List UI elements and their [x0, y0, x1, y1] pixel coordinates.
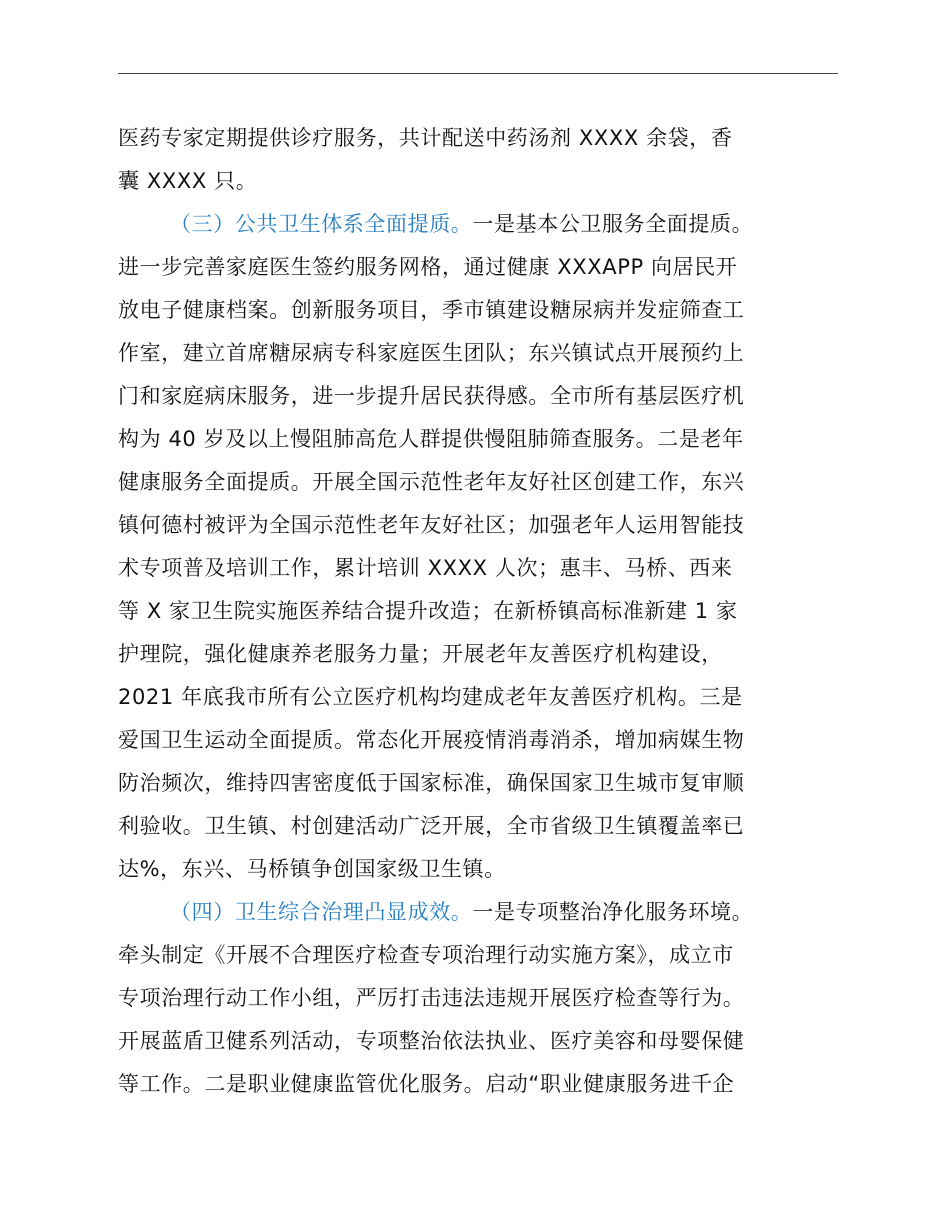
section-heading-3: （三）公共卫生体系全面提质。 [170, 212, 473, 236]
section-heading-4: （四）卫生综合治理凸显成效。 [170, 900, 473, 924]
paragraph-line: 等 X 家卫生院实施医养结合提升改造；在新桥镇高标准新建 1 家 [118, 599, 738, 623]
section-lead-text: 一是专项整治净化服务环境。 [472, 900, 754, 924]
paragraph-line: 利验收。卫生镇、村创建活动广泛开展，全市省级卫生镇覆盖率已 [118, 814, 745, 838]
paragraph-line: 护理院，强化健康养老服务力量；开展老年友善医疗机构建设， [118, 642, 723, 666]
paragraph-line: 防治频次，维持四害密度低于国家标准，确保国家卫生城市复审顺 [118, 771, 745, 795]
paragraph-line: 达%，东兴、马桥镇争创国家级卫生镇。 [118, 857, 506, 881]
paragraph-line: 开展蓝盾卫健系列活动，专项整治依法执业、医疗美容和母婴保健 [118, 1029, 745, 1053]
paragraph-line: 2021 年底我市所有公立医疗机构均建成老年友善医疗机构。三是 [118, 685, 743, 709]
paragraph-line: 牵头制定《开展不合理医疗检查专项治理行动实施方案》，成立市 [118, 943, 734, 967]
paragraph-line: 门和家庭病床服务，进一步提升居民获得感。全市所有基层医疗机 [118, 384, 745, 408]
paragraph-line: 放电子健康档案。创新服务项目，季市镇建设糖尿病并发症筛查工 [118, 298, 745, 322]
section-lead-text: 一是基本公卫服务全面提质。 [472, 212, 754, 236]
paragraph-line: 进一步完善家庭医生签约服务网格，通过健康 XXXAPP 向居民开 [118, 255, 738, 279]
paragraph-line: 作室，建立首席糖尿病专科家庭医生团队；东兴镇试点开展预约上 [118, 341, 745, 365]
paragraph-line: 构为 40 岁及以上慢阻肺高危人群提供慢阻肺筛查服务。二是老年 [118, 427, 744, 451]
paragraph-line: 等工作。二是职业健康监管优化服务。启动“职业健康服务进千企 [118, 1072, 735, 1096]
paragraph-line: 爱国卫生运动全面提质。常态化开展疫情消毒消杀，增加病媒生物 [118, 728, 745, 752]
paragraph-line: 健康服务全面提质。开展全国示范性老年友好社区创建工作，东兴 [118, 470, 745, 494]
header-rule [118, 73, 838, 74]
paragraph-line: 专项治理行动工作小组，严厉打击违法违规开展医疗检查等行为。 [118, 986, 745, 1010]
paragraph-line: 术专项普及培训工作，累计培训 XXXX 人次；惠丰、马桥、西来 [118, 556, 733, 580]
paragraph-line: 医药专家定期提供诊疗服务，共计配送中药汤剂 XXXX 余袋，香 [118, 126, 733, 150]
section-heading-line [170, 204, 753, 244]
paragraph-line: 囊 XXXX 只。 [118, 169, 258, 193]
paragraph-line: 镇何德村被评为全国示范性老年友好社区；加强老年人运用智能技 [118, 513, 745, 537]
section-heading-line [170, 892, 753, 932]
